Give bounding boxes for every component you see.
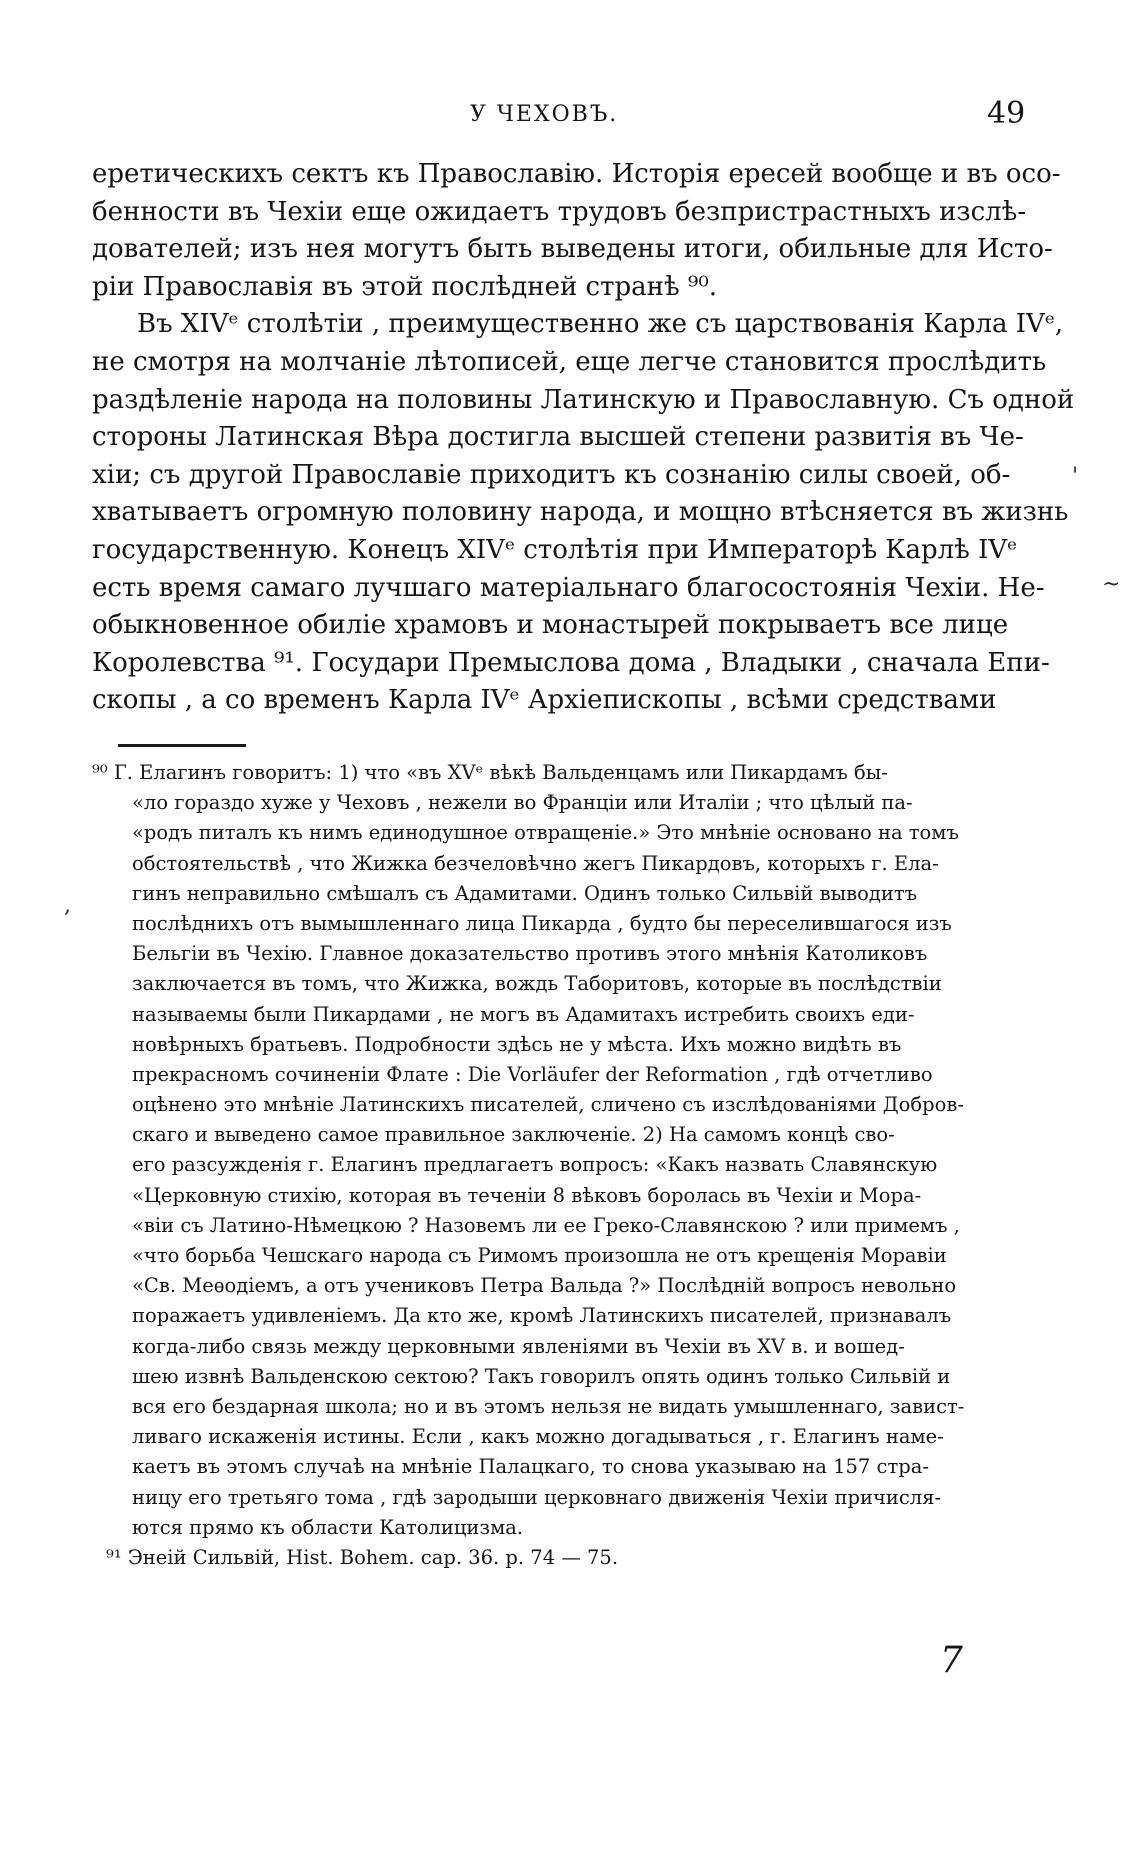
footnote-90-line: «Св. Меѳодіемъ, а отъ учениковъ Петра Вальда ?» Послѣдній вопросъ невольно	[132, 1274, 957, 1298]
text-line: скопы , а со временъ Карла IVᵉ Архіепископы , всѣми средствами	[92, 685, 997, 716]
footnote-90-line: Бельгіи въ Чехію. Главное доказательство противъ этого мнѣнія Католиковъ	[132, 942, 928, 966]
footnote-90-line: обстоятельствѣ , что Жижка безчеловѣчно жегъ Пикардовъ, которыхъ г. Ела-	[132, 851, 939, 875]
signature-mark: 7	[940, 1640, 963, 1681]
footnote-90-line: когда-либо связь между церковными явленіями въ Чехіи въ XV в. и вошед-	[132, 1334, 905, 1358]
margin-mark: '	[1072, 464, 1079, 489]
text-line: Королевства ⁹¹. Государи Премыслова дома , Владыки , сначала Епи-	[92, 647, 1050, 678]
text-line: дователей; изъ нея могутъ быть выведены итоги, обильные для Исто-	[92, 234, 1053, 265]
footnote-90-line: ницу его третьяго тома , гдѣ зародыши церковнаго движенія Чехіи причисля-	[132, 1485, 942, 1509]
footnote-90-line: гинъ неправильно смѣшалъ съ Адамитами. Одинъ только Сильвій выводитъ	[132, 881, 918, 905]
footnote-91: ⁹¹ Энеій Сильвій, Hist. Bohem. cap. 36. p. 74 — 75.	[106, 1545, 619, 1569]
text-line: есть время самаго лучшаго матеріальнаго благосостоянія Чехіи. Не-	[92, 572, 1045, 603]
footnote-90-line: каетъ въ этомъ случаѣ на мнѣніе Палацкаго, то снова указываю на 157 стра-	[132, 1455, 929, 1479]
footnote-90-line: скаго и выведено самое правильное заключеніе. 2) На самомъ концѣ сво-	[132, 1123, 895, 1147]
text-line: государственную. Конецъ XIVᵉ столѣтія при Императорѣ Карлѣ IVᵉ	[92, 534, 1018, 565]
footnote-90-line: вся его бездарная школа; но и въ этомъ нельзя не видать умышленнаго, завист-	[132, 1394, 965, 1418]
text-line: не смотря на молчаніе лѣтописей, еще легче становится прослѣдить	[92, 346, 1047, 377]
footnote-90-line: «Церковную стихію, которая въ теченіи 8 вѣковъ боролась въ Чехіи и Мора-	[132, 1183, 922, 1207]
footnote-rule	[118, 744, 246, 747]
footnote-90-line: шею извнѣ Вальденскою сектою? Такъ говорилъ опять одинъ только Сильвій и	[132, 1364, 951, 1388]
text-line: еретическихъ сектъ къ Православію. Исторія ересей вообще и въ осо-	[92, 159, 1061, 189]
footnote-90-line: ются прямо къ области Католицизма.	[132, 1515, 524, 1539]
text-line: Въ XIVᵉ столѣтіи , преимущественно же съ царствованія Карла IVᵉ,	[137, 309, 1064, 340]
footnote-90-line: заключается въ томъ, что Жижка, вождь Таборитовъ, которые въ послѣдствіи	[132, 972, 942, 996]
text-line: бенности въ Чехіи еще ожидаетъ трудовъ безпристрастныхъ изслѣ-	[92, 196, 1027, 227]
footnote-90-line: «ло гораздо хуже у Чеховъ , нежели во Франціи или Италіи ; что цѣлый па-	[132, 791, 913, 815]
page-number: 49	[987, 96, 1026, 131]
footnotes	[92, 758, 1037, 1573]
text-line: хіи; съ другой Православіе приходитъ къ сознанію силы своей, об-	[92, 459, 1011, 490]
main-text	[92, 156, 1075, 720]
footnote-90-line: послѣднихъ отъ вымышленнаго лица Пикарда , будто бы переселившагося изъ	[132, 911, 952, 935]
text-line: хватываетъ огромную половину народа, и мощно втѣсняется въ жизнь	[92, 497, 1069, 528]
footnote-90-line: его разсужденія г. Елагинъ предлагаетъ вопросъ: «Какъ назвать Славянскую	[132, 1153, 938, 1177]
text-line: стороны Латинская Вѣра достигла высшей степени развитія въ Че-	[92, 422, 1024, 453]
footnote-90-line: ⁹⁰ Г. Елагинъ говоритъ: 1) что «въ XVᵉ вѣкѣ Вальденцамъ или Пикардамъ бы-	[92, 761, 888, 784]
text-line: обыкновенное обиліе храмовъ и монастырей покрываетъ все лице	[92, 610, 1009, 641]
margin-mark: ~	[1102, 572, 1121, 597]
footnote-90-line: называемы были Пикардами , не могъ въ Адамитахъ истребить своихъ еди-	[132, 1002, 915, 1026]
text-line: раздѣленіе народа на половины Латинскую и Православную. Съ одной	[92, 384, 1075, 415]
footnote-90-line: «віи съ Латино-Нѣмецкою ? Назовемъ ли ее Греко-Славянскою ? или примемъ ,	[132, 1213, 960, 1237]
footnote-90-line: ливаго искаженія истины. Если , какъ можно догадываться , г. Елагинъ наме-	[132, 1425, 944, 1449]
footnote-90-line: поражаетъ удивленіемъ. Да кто же, кромѣ Латинскихъ писателей, признавалъ	[132, 1304, 952, 1328]
footnote-90-line: прекрасномъ сочиненіи Флате : Die Vorläufer der Reformation , гдѣ отчетливо	[132, 1062, 933, 1086]
footnote-90-line: новѣрныхъ братьевъ. Подробности здѣсь не у мѣста. Ихъ можно видѣть въ	[132, 1032, 902, 1056]
footnote-90-line: оцѣнено это мнѣніе Латинскихъ писателей, сличено съ изслѣдованіями Добров-	[132, 1093, 964, 1117]
footnote-90-line: «родъ питалъ къ нимъ единодушное отвращеніе.» Это мнѣніе основано на томъ	[132, 821, 959, 845]
running-title: У ЧЕХОВЪ.	[470, 102, 619, 127]
margin-mark: ,	[64, 893, 71, 918]
text-line: ріи Православія въ этой послѣдней странѣ ⁹⁰.	[92, 271, 718, 302]
running-head	[0, 96, 1140, 136]
footnote-90-line: «что борьба Чешскаго народа съ Римомъ произошла не отъ крещенія Моравіи	[132, 1244, 947, 1267]
